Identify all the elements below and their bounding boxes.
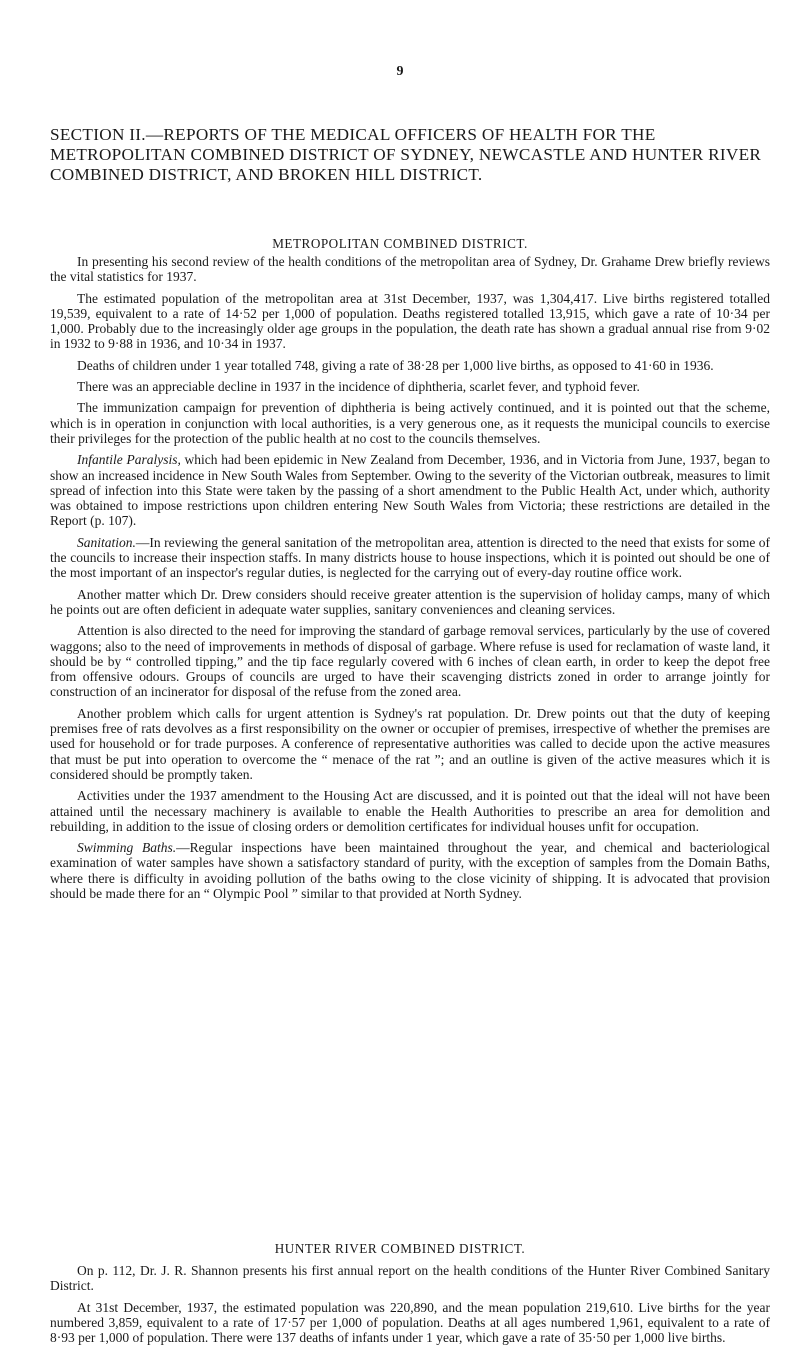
- section-title: SECTION II.—REPORTS OF THE MEDICAL OFFICERS OF HEALTH FOR THE METROPOLITAN COMBINED DISTRICT OF SYDNEY, NEWCASTLE AND HUNTER RIVER COMBINED DISTRICT, AND BROKEN HILL DISTRICT.: [50, 125, 762, 184]
- paragraph: In presenting his second review of the health conditions of the metropolitan area of Sydney, Dr. Grahame Drew briefly reviews the vital statistics for 1937.: [50, 254, 770, 285]
- paragraph: At 31st December, 1937, the estimated population was 220,890, and the mean population 219,610. Live births for the year numbered 3,859, equivalent to a rate of 17·57 per 1,000 of population. Deaths at all ages numbered 1,961, equivalent to a rate of 8·93 per 1,000 of population. There were 137 deaths of infants under 1 year, which gave a rate of 35·50 per 1,000 live births.: [50, 1299, 770, 1346]
- hunter-heading: HUNTER RIVER COMBINED DISTRICT.: [274, 1241, 526, 1256]
- paragraph-lead: Swimming Baths.: [77, 840, 177, 856]
- paragraph: The immunization campaign for prevention of diphtheria is being actively continued, and it is pointed out that the scheme, which is in operation in conjunction with local authorities, is a very generous one, as it requests the municipal councils to exercise their privileges for the protection of the public health at no cost to the councils themselves.: [50, 400, 770, 446]
- paragraph-lead: Sanitation.: [77, 534, 136, 550]
- paragraph: Deaths of children under 1 year totalled 748, giving a rate of 38·28 per 1,000 live births, as opposed to 41·60 in 1936.: [77, 357, 714, 373]
- paragraph: The estimated population of the metropolitan area at 31st December, 1937, was 1,304,417. Live births registered totalled 19,539, equivalent to a rate of 14·52 per 1,000 of population. Deaths registered totalled 13,915, which gave a rate of 10·34 per 1,000. Probably due to the increasingly older age groups in the population, the death rate has shown a gradual annual rise from 9·02 in 1932 to 9·88 in 1936, and 10·34 in 1937.: [50, 290, 770, 352]
- paragraph: Attention is also directed to the need for improving the standard of garbage removal services, particularly by the use of covered waggons; also to the need of improvements in methods of disposal of garbage. Where refuse is used for reclamation of waste land, it should be by “ controlled tipping,” and the tip face regularly covered with 6 inches of clean earth, in order to keep the depot free from offensive odours. Groups of councils are urged to have their scavenging districts zoned in order to arrange jointly for construction of an incinerator for disposal of the refuse from the zoned area.: [50, 623, 770, 700]
- paragraph-lead: Infantile Paralysis,: [77, 452, 181, 468]
- paragraph: On p. 112, Dr. J. R. Shannon presents his first annual report on the health conditions of the Hunter River Combined Sanitary District.: [50, 1263, 770, 1294]
- paragraph: Activities under the 1937 amendment to the Housing Act are discussed, and it is pointed out that the ideal will not have been attained until the necessary machinery is available to enable the Health Authorities to prescribe an area for demolition and rebuilding, in addition to the issue of closing orders or demolition certificates for individual houses unfit for occupation.: [50, 788, 770, 834]
- paragraph: There was an appreciable decline in 1937 in the incidence of diphtheria, scarlet fever, and typhoid fever.: [77, 379, 640, 395]
- paragraph: Infantile Paralysis, which had been epidemic in New Zealand from December, 1936, and in Victoria from June, 1937, began to show an increased incidence in New South Wales from September. Owing to the severity of the Victorian outbreak, measures to limit spread of infection into this State were taken by the passing of a short amendment to the Public Health Act, under which, authority was obtained to impose restrictions upon children entering New South Wales from Victoria; these restrictions are detailed in the Report (p. 107).: [50, 452, 770, 529]
- hunter-body: [50, 1263, 770, 1345]
- paragraph: Swimming Baths.—Regular inspections have been maintained throughout the year, and chemical and bacteriological examination of water samples have shown a satisfactory standard of purity, with the exception of samples from the Domain Baths, where there is difficulty in avoiding pollution of the baths owing to the close vicinity of shipping. It is advocated that provision should be made there for an “ Olympic Pool ” similar to that provided at North Sydney.: [50, 840, 770, 901]
- paragraph: Another matter which Dr. Drew considers should receive greater attention is the supervision of holiday camps, many of which he points out are often deficient in adequate water supplies, sanitary conveniences and cleaning services.: [50, 586, 770, 617]
- paragraph: Another problem which calls for urgent attention is Sydney's rat population. Dr. Drew points out that the duty of keeping premises free of rats devolves as a first responsibility on the owner or occupier of premises, irrespective of whether the premises are used for household or for trade purposes. A conference of representative authorities was called to decide upon the active measures that must be put into operation to overcome the “ menace of the rat ”; and an outline is given of the active measures which it is considered should be promptly taken.: [50, 705, 770, 782]
- page-number: 9: [396, 64, 404, 79]
- metropolitan-heading: METROPOLITAN COMBINED DISTRICT.: [272, 236, 528, 251]
- paragraph: Sanitation.—In reviewing the general sanitation of the metropolitan area, attention is directed to the need that exists for some of the councils to increase their inspection staffs. In many districts house to house inspections, which it is pointed out should be one of the most important of an inspector's regular duties, is neglected for the carrying out of every-day routine office work.: [50, 534, 770, 581]
- metropolitan-body: [50, 254, 770, 901]
